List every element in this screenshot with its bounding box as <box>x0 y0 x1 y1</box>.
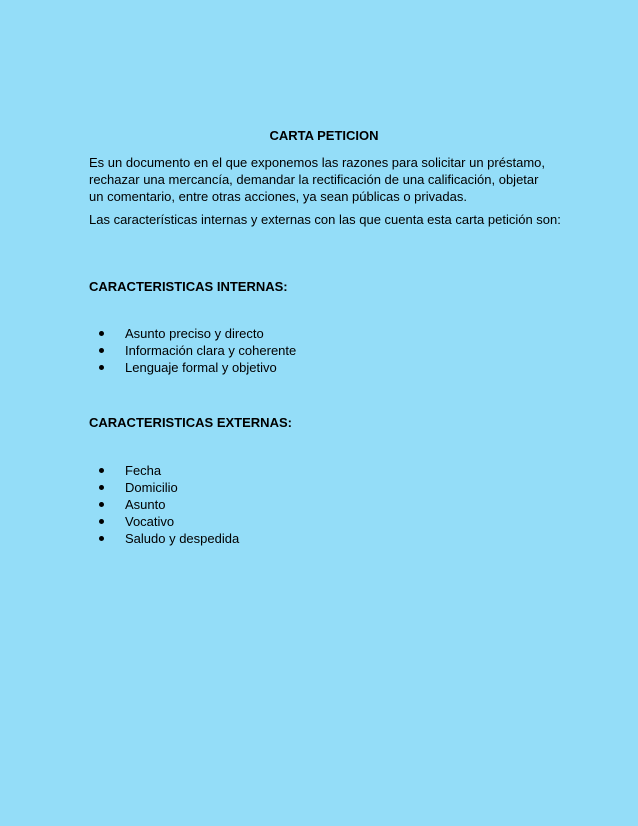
list-item-label: Información clara y coherente <box>125 343 297 358</box>
list-item-label: Vocativo <box>125 514 175 529</box>
list-item-label: Domicilio <box>125 480 178 495</box>
document-content <box>89 127 559 547</box>
bullet-icon <box>99 468 104 473</box>
list-item <box>98 359 559 376</box>
list-item-label: Fecha <box>125 463 162 478</box>
external-characteristics-list <box>89 462 559 547</box>
list-item <box>98 479 559 496</box>
internal-characteristics-heading: CARACTERISTICAS INTERNAS: <box>89 279 288 294</box>
document-title: CARTA PETICION <box>269 128 379 143</box>
list-item <box>98 325 559 342</box>
list-item <box>98 530 559 547</box>
intro-paragraph: Es un documento en el que exponemos las razones para solicitar un préstamo, rechazar una mercancía, demandar la rectificación de una calificación, objetar un comentario, entre otras acciones, ya sean públicas o privadas. <box>89 155 545 204</box>
bullet-icon <box>99 485 104 490</box>
list-item-label: Asunto <box>125 497 166 512</box>
list-item-label: Lenguaje formal y objetivo <box>125 360 277 375</box>
characteristics-intro-paragraph: Las características internas y externas con las que cuenta esta carta petición son: <box>89 212 561 227</box>
bullet-icon <box>99 502 104 507</box>
list-item <box>98 496 559 513</box>
list-item-label: Saludo y despedida <box>125 531 240 546</box>
bullet-icon <box>99 331 104 336</box>
bullet-icon <box>99 348 104 353</box>
list-item <box>98 342 559 359</box>
list-item <box>98 513 559 530</box>
list-item <box>98 462 559 479</box>
bullet-icon <box>99 519 104 524</box>
bullet-icon <box>99 536 104 541</box>
internal-characteristics-list <box>89 325 559 376</box>
bullet-icon <box>99 365 104 370</box>
list-item-label: Asunto preciso y directo <box>125 326 264 341</box>
external-characteristics-heading: CARACTERISTICAS EXTERNAS: <box>89 415 292 430</box>
